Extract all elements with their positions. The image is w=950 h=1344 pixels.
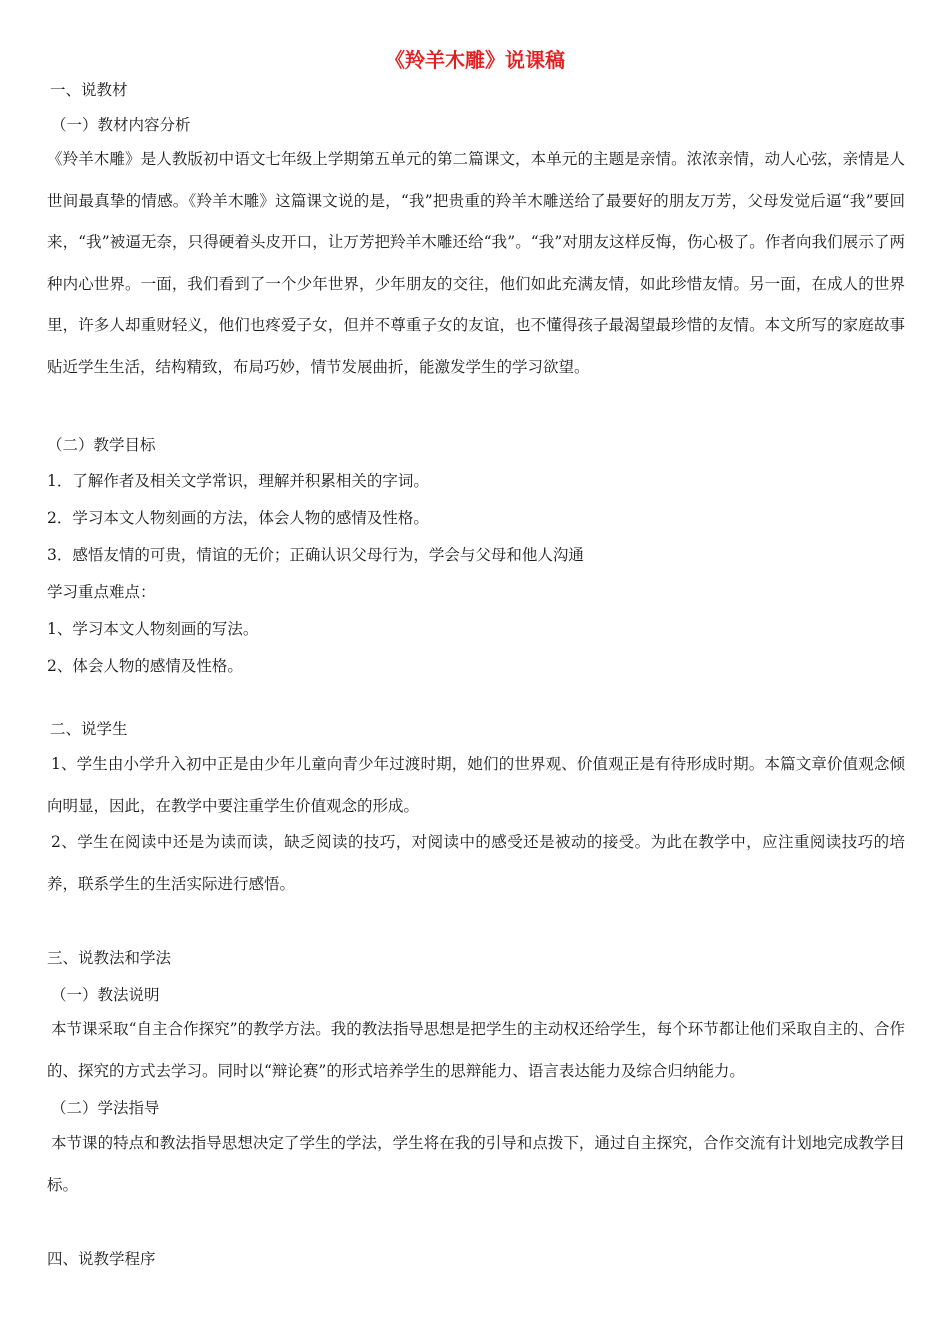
section-4-heading: 四、说教学程序 bbox=[47, 1250, 156, 1268]
key-point-2: 2、体会人物的感情及性格。 bbox=[47, 657, 243, 675]
section-1-subheading-1: （一）教材内容分析 bbox=[51, 116, 191, 134]
section-2-heading: 二、说学生 bbox=[50, 720, 128, 738]
document-title: 《羚羊木雕》说课稿 bbox=[385, 48, 565, 72]
goal-item-3: 3．感悟友情的可贵，情谊的无价；正确认识父母行为，学会与父母和他人沟通 bbox=[47, 546, 584, 564]
key-points-heading: 学习重点难点： bbox=[47, 583, 156, 601]
section-2-paragraph-2: 2、学生在阅读中还是为读而读，缺乏阅读的技巧，对阅读中的感受还是被动的接受。为此在教学中，应注重阅读技巧的培养，联系学生的生活实际进行感悟。 bbox=[47, 833, 905, 893]
goal-item-2: 2．学习本文人物刻画的方法，体会人物的感情及性格。 bbox=[47, 509, 429, 527]
section-3-subheading-1: （一）教法说明 bbox=[51, 986, 160, 1004]
section-2-paragraph-1: 1、学生由小学升入初中正是由少年儿童向青少年过渡时期，她们的世界观、价值观正是有待形成时期。本篇文章价值观念倾向明显，因此，在教学中要注重学生价值观念的形成。 bbox=[47, 755, 905, 815]
section-3-heading: 三、说教法和学法 bbox=[47, 949, 172, 967]
section-1-heading: 一、说教材 bbox=[50, 81, 128, 99]
key-point-1: 1、学习本文人物刻画的写法。 bbox=[47, 620, 259, 638]
section-1-subheading-2: （二）教学目标 bbox=[47, 436, 156, 454]
goal-item-1: 1．了解作者及相关文学常识，理解并积累相关的字词。 bbox=[47, 472, 429, 490]
section-3-subheading-2: （二）学法指导 bbox=[51, 1099, 160, 1117]
section-3-paragraph-2: 本节课的特点和教法指导思想决定了学生的学法，学生将在我的引导和点拨下，通过自主探究，合作交流有计划地完成教学目标。 bbox=[47, 1134, 905, 1194]
section-1-paragraph-1: 《羚羊木雕》是人教版初中语文七年级上学期第五单元的第二篇课文，本单元的主题是亲情。浓浓亲情，动人心弦，亲情是人世间最真挚的情感。《羚羊木雕》这篇课文说的是，“我”把贵重的羚羊木雕送给了最要好的朋友万芳，父母发觉后逼“我”要回来，“我”被逼无奈，只得硬着头皮开口，让万芳把羚羊木雕还给“我”。“我”对朋友这样反悔，伤心极了。作者向我们展示了两种内心世界。一面，我们看到了一个少年世界，少年朋友的交往，他们如此充满友情，如此珍惜友情。另一面，在成人的世界里，许多人却重财轻义，他们也疼爱子女，但并不尊重子女的友谊，也不懂得孩子最渴望最珍惜的友情。本文所写的家庭故事贴近学生生活，结构精致，布局巧妙，情节发展曲折，能激发学生的学习欲望。 bbox=[47, 150, 905, 376]
section-3-paragraph-1: 本节课采取“自主合作探究”的教学方法。我的教法指导思想是把学生的主动权还给学生，每个环节都让他们采取自主的、合作的、探究的方式去学习。同时以“辩论赛”的形式培养学生的思辩能力、语言表达能力及综合归纳能力。 bbox=[47, 1020, 905, 1080]
